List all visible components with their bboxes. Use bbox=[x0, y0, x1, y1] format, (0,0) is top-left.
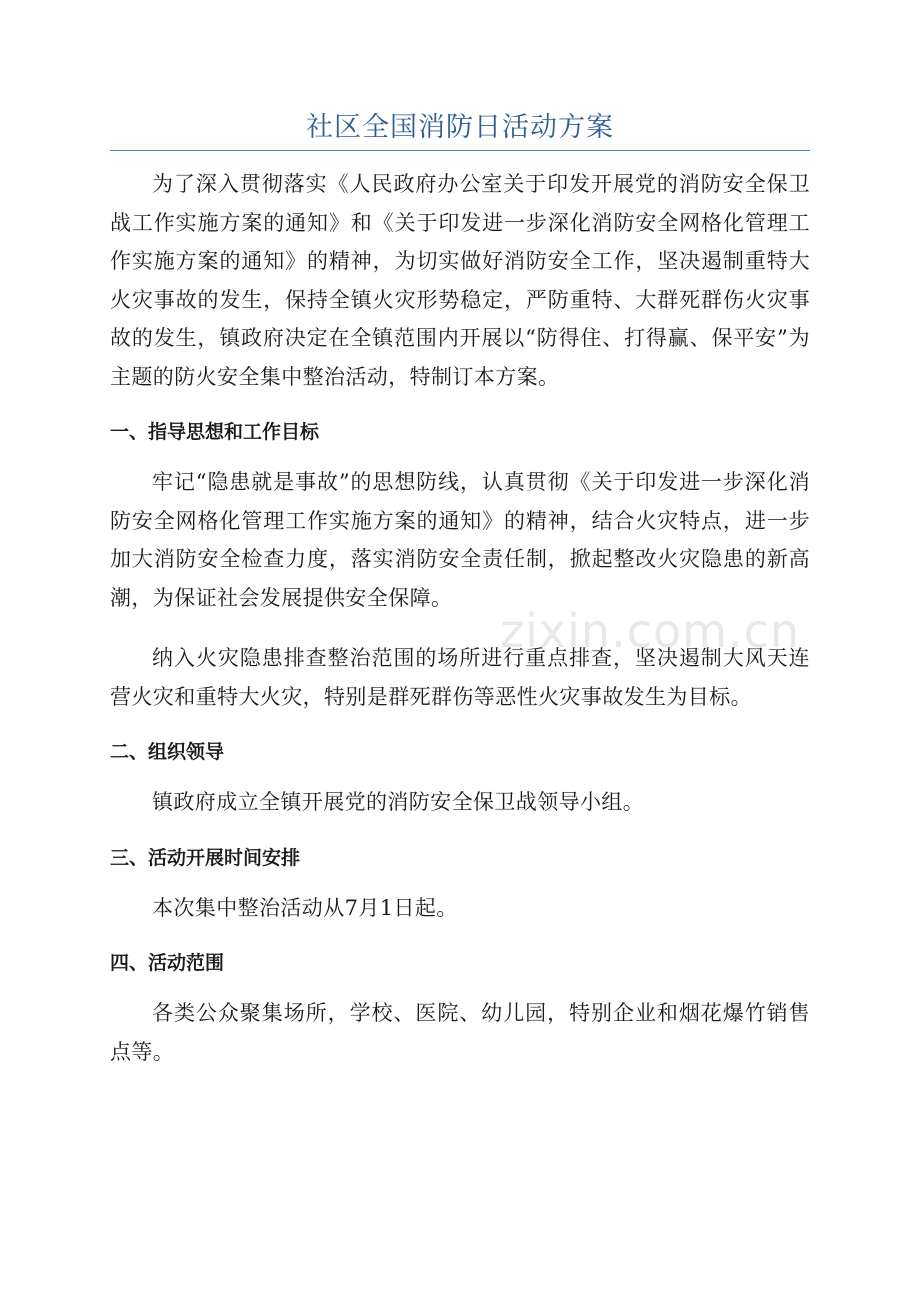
section-1-paragraph-2: 纳入火灾隐患排查整治范围的场所进行重点排查，坚决遏制大风天连营火灾和重特大火灾，特别是群死群伤等恶性火灾事故发生为目标。 bbox=[110, 646, 810, 709]
section-4-paragraph-1: 各类公众聚集场所，学校、医院、幼儿园，特别企业和烟花爆竹销售点等。 bbox=[110, 1001, 810, 1064]
section-heading-schedule: 三、活动开展时间安排 bbox=[110, 846, 301, 869]
section-1-paragraph-1: 牢记“隐患就是事故”的思想防线，认真贯彻《关于印发进一步深化消防安全网格化管理工作实施方案的通知》的精神，结合火灾特点，进一步加大消防安全检查力度，落实消防安全责任制，掀起整改火灾隐患的新高潮，为保证社会发展提供安全保障。 bbox=[110, 470, 810, 610]
document-title: 社区全国消防日活动方案 bbox=[306, 112, 614, 143]
title-underline bbox=[110, 150, 810, 151]
section-heading-guiding-ideology: 一、指导思想和工作目标 bbox=[110, 421, 320, 443]
site-watermark: zixin.com.cn bbox=[500, 604, 801, 658]
section-heading-scope: 四、活动范围 bbox=[110, 952, 225, 974]
section-2-paragraph-1: 镇政府成立全镇开展党的消防安全保卫战领导小组。 bbox=[152, 790, 645, 814]
section-3-paragraph-1: 本次集中整治活动从7月1日起。 bbox=[152, 895, 458, 920]
section-heading-organization: 二、组织领导 bbox=[110, 741, 225, 763]
document-page bbox=[110, 108, 810, 1071]
intro-paragraph: 为了深入贯彻落实《人民政府办公室关于印发开展党的消防安全保卫战工作实施方案的通知》和《关于印发进一步深化消防安全网格化管理工作实施方案的通知》的精神，为切实做好消防安全工作，坚决遏制重特大火灾事故的发生，保持全镇火灾形势稳定，严防重特、大群死群伤火灾事故的发生，镇政府决定在全镇范围内开展以“防得住、打得赢、保平安”为主题的防火安全集中整治活动，特制订本方案。 bbox=[110, 172, 810, 389]
